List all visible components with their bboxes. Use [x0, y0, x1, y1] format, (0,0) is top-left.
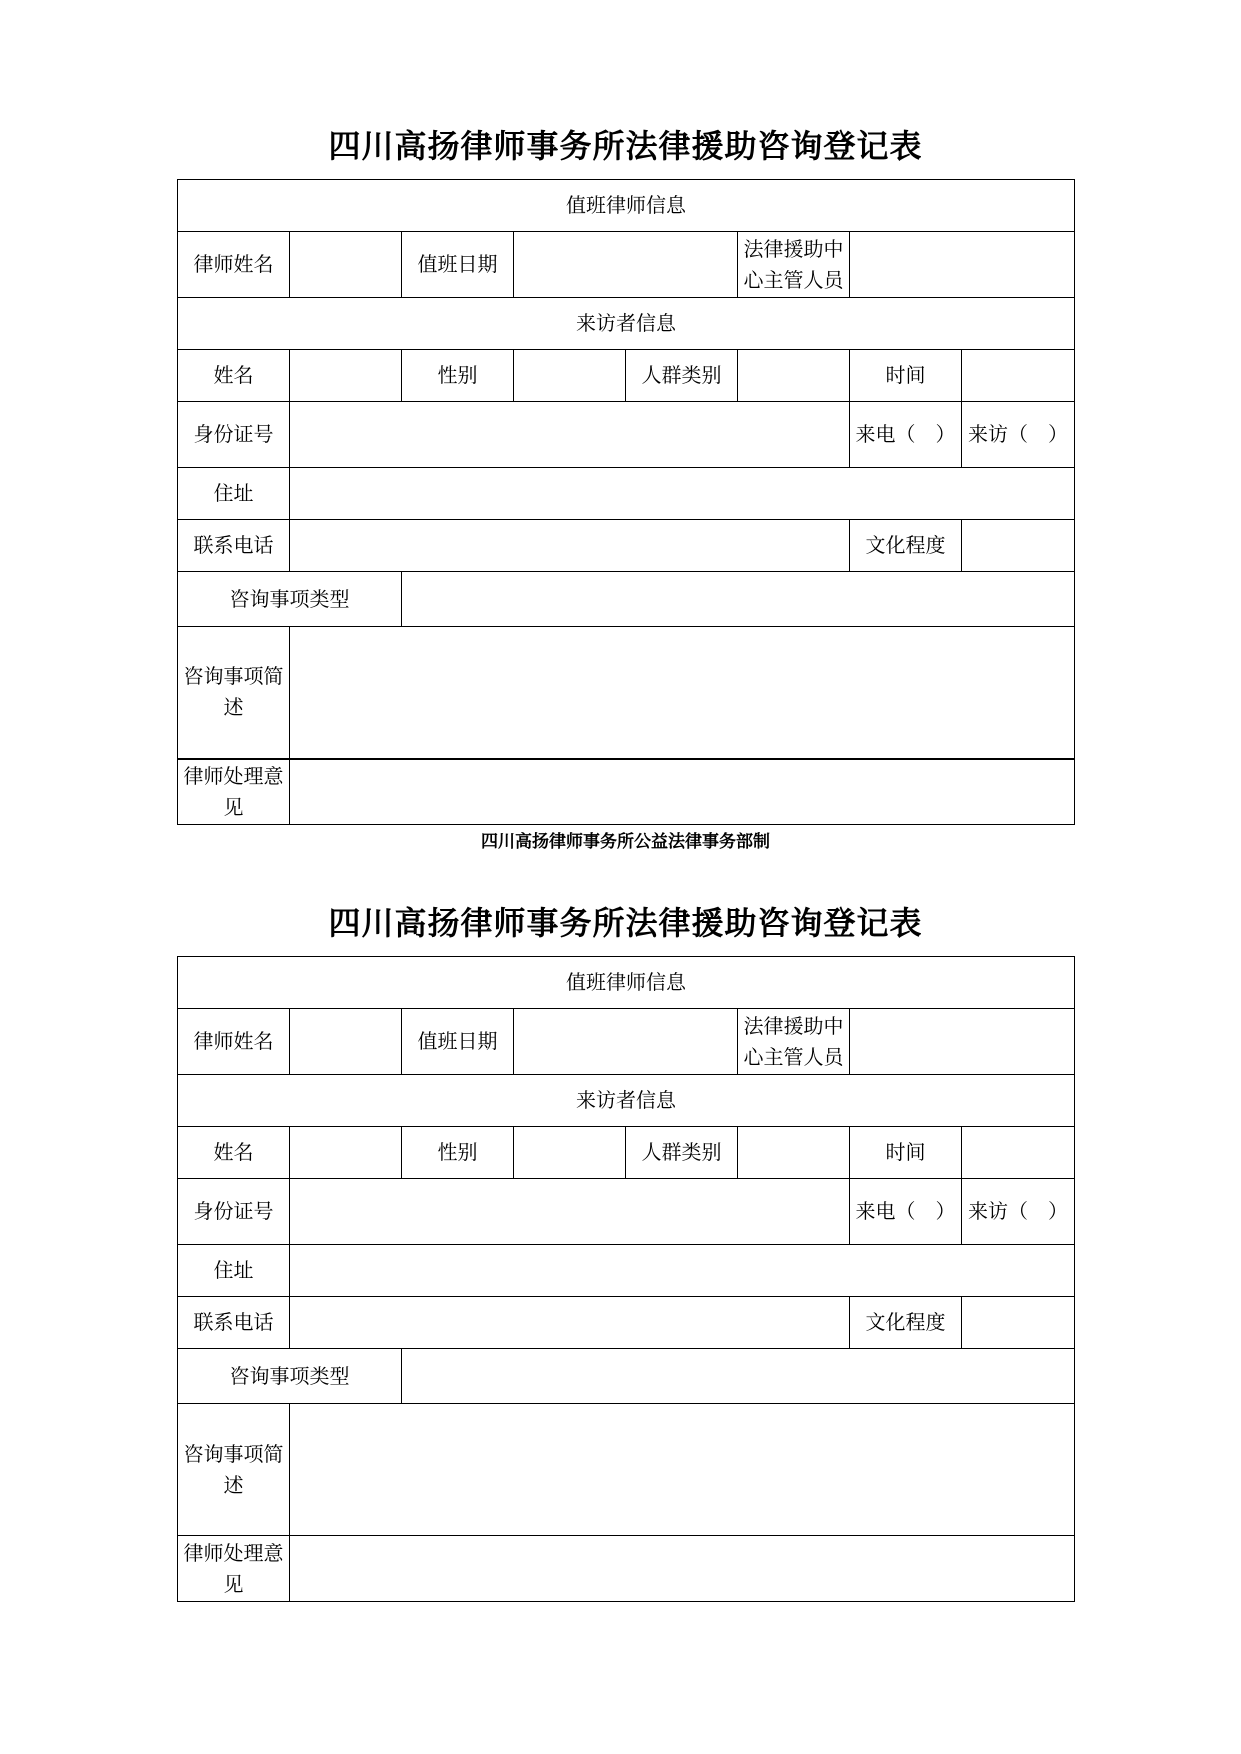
phone-call-option[interactable]: 来电（ ） [850, 402, 962, 468]
consult-desc-label: 咨询事项简述 [178, 1404, 290, 1536]
section-visitor-info: 来访者信息 [178, 298, 1075, 350]
duty-date-field[interactable] [514, 232, 738, 298]
phone-field[interactable] [290, 520, 850, 572]
phone-call-option[interactable]: 来电（ ） [850, 1179, 962, 1245]
group-field[interactable] [738, 1127, 850, 1179]
name-label: 姓名 [178, 1127, 290, 1179]
phone-field[interactable] [290, 1297, 850, 1349]
duty-date-label: 值班日期 [402, 1009, 514, 1075]
gender-label: 性别 [402, 350, 514, 402]
id-number-label: 身份证号 [178, 402, 290, 468]
form-title: 四川高扬律师事务所法律援助咨询登记表 [328, 127, 923, 165]
consult-desc-field[interactable] [290, 627, 1075, 759]
name-field[interactable] [290, 1127, 402, 1179]
group-label: 人群类别 [626, 350, 738, 402]
form-title: 四川高扬律师事务所法律援助咨询登记表 [328, 904, 923, 942]
id-number-field[interactable] [290, 1179, 850, 1245]
education-field[interactable] [962, 520, 1075, 572]
registration-table [177, 179, 1075, 825]
consult-desc-field[interactable] [290, 1404, 1075, 1536]
phone-label: 联系电话 [178, 520, 290, 572]
section-lawyer-info: 值班律师信息 [178, 180, 1075, 232]
education-field[interactable] [962, 1297, 1075, 1349]
address-label: 住址 [178, 1245, 290, 1297]
consult-type-field[interactable] [402, 572, 1075, 627]
consult-type-label: 咨询事项类型 [178, 572, 402, 627]
gender-label: 性别 [402, 1127, 514, 1179]
education-label: 文化程度 [850, 1297, 962, 1349]
form-footer: 四川高扬律师事务所公益法律事务部制 [481, 832, 770, 852]
address-field[interactable] [290, 1245, 1075, 1297]
walk-in-option[interactable]: 来访（ ） [962, 402, 1075, 468]
consult-type-label: 咨询事项类型 [178, 1349, 402, 1404]
lawyer-name-label: 律师姓名 [178, 1009, 290, 1075]
lawyer-opinion-field[interactable] [290, 1536, 1075, 1602]
supervisor-label: 法律援助中心主管人员 [738, 1009, 850, 1075]
phone-label: 联系电话 [178, 1297, 290, 1349]
registration-table [177, 956, 1075, 1602]
lawyer-opinion-field[interactable] [290, 759, 1075, 825]
section-visitor-info: 来访者信息 [178, 1075, 1075, 1127]
supervisor-field[interactable] [850, 1009, 1075, 1075]
section-lawyer-info: 值班律师信息 [178, 957, 1075, 1009]
lawyer-opinion-label: 律师处理意见 [178, 759, 290, 825]
duty-date-field[interactable] [514, 1009, 738, 1075]
name-label: 姓名 [178, 350, 290, 402]
group-label: 人群类别 [626, 1127, 738, 1179]
walk-in-option[interactable]: 来访（ ） [962, 1179, 1075, 1245]
time-field[interactable] [962, 1127, 1075, 1179]
gender-field[interactable] [514, 1127, 626, 1179]
lawyer-opinion-label: 律师处理意见 [178, 1536, 290, 1602]
supervisor-label: 法律援助中心主管人员 [738, 232, 850, 298]
time-field[interactable] [962, 350, 1075, 402]
lawyer-name-field[interactable] [290, 1009, 402, 1075]
id-number-field[interactable] [290, 402, 850, 468]
lawyer-name-field[interactable] [290, 232, 402, 298]
name-field[interactable] [290, 350, 402, 402]
address-field[interactable] [290, 468, 1075, 520]
education-label: 文化程度 [850, 520, 962, 572]
consult-type-field[interactable] [402, 1349, 1075, 1404]
consult-desc-label: 咨询事项简述 [178, 627, 290, 759]
time-label: 时间 [850, 1127, 962, 1179]
time-label: 时间 [850, 350, 962, 402]
duty-date-label: 值班日期 [402, 232, 514, 298]
lawyer-name-label: 律师姓名 [178, 232, 290, 298]
supervisor-field[interactable] [850, 232, 1075, 298]
address-label: 住址 [178, 468, 290, 520]
gender-field[interactable] [514, 350, 626, 402]
id-number-label: 身份证号 [178, 1179, 290, 1245]
group-field[interactable] [738, 350, 850, 402]
